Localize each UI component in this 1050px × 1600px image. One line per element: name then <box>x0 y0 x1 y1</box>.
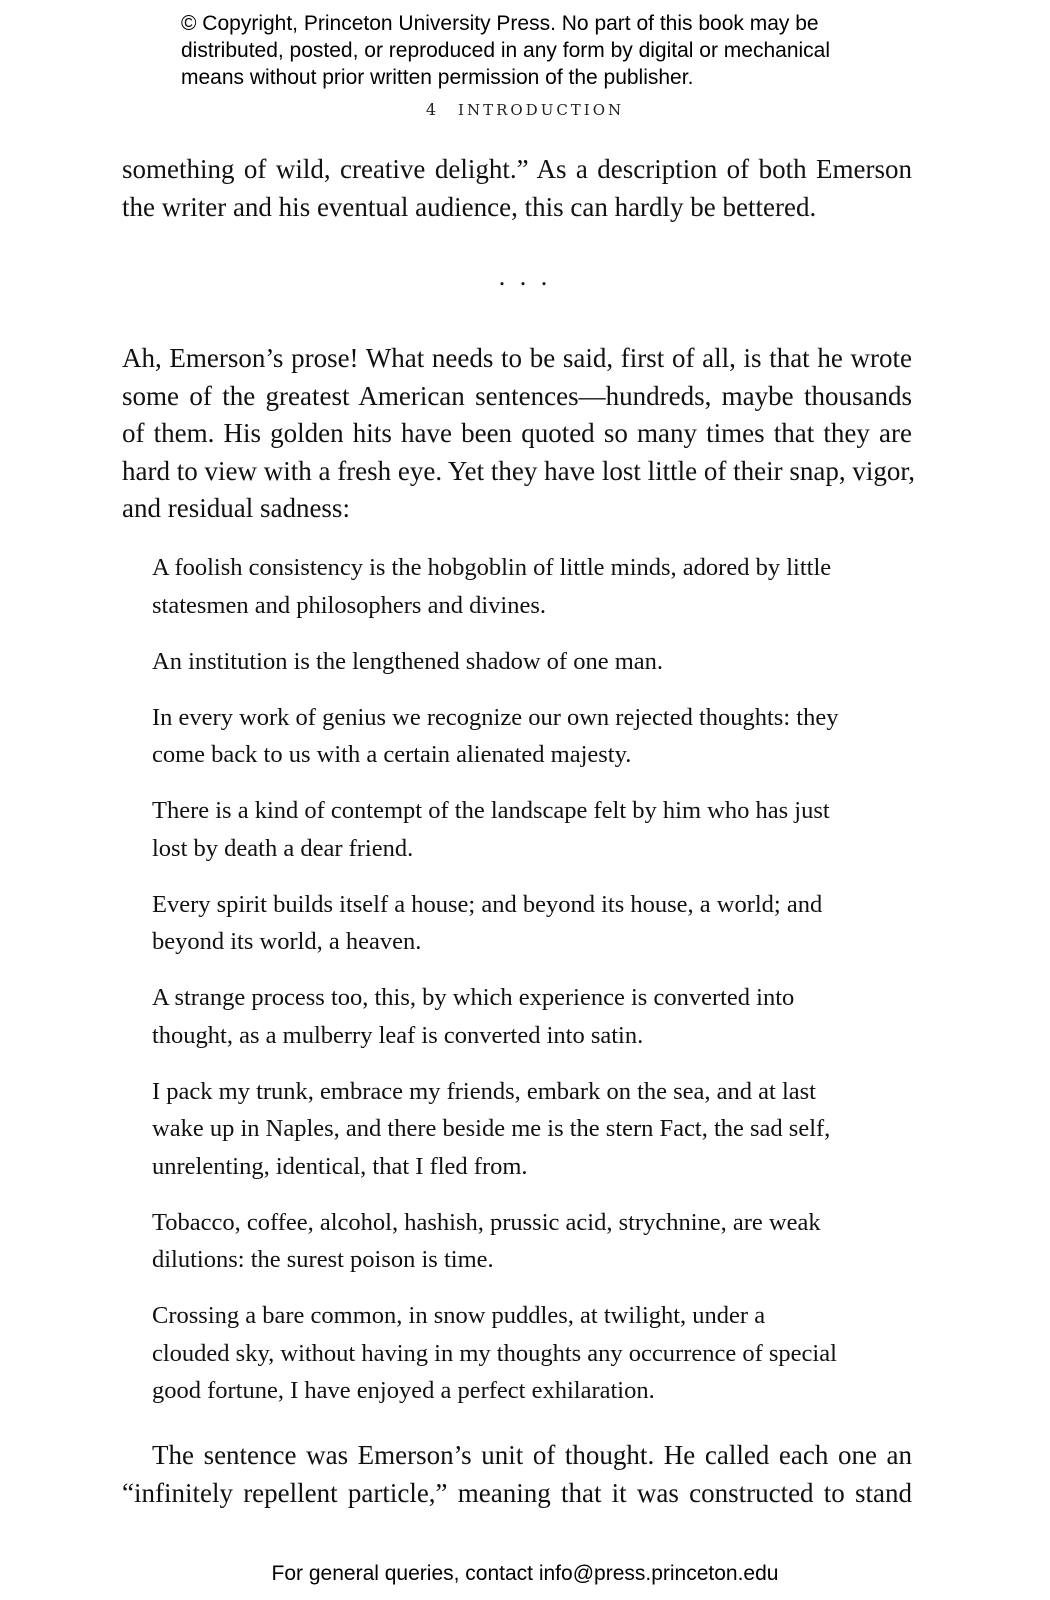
footer-contact: For general queries, contact info@press.princeton.edu <box>271 1562 779 1585</box>
quote-item <box>152 699 872 774</box>
quote-line: dilutions: the surest poison is time. <box>152 1246 494 1273</box>
chapter-title: INTRODUCTION <box>458 101 625 119</box>
quote-item <box>152 1204 872 1279</box>
quote-line: good fortune, I have enjoyed a perfect exhilaration. <box>152 1377 655 1404</box>
quote-line: An institution is the lengthened shadow of one man. <box>152 647 664 675</box>
quote-item <box>152 1073 872 1186</box>
quote-line: lost by death a dear friend. <box>152 834 414 862</box>
quote-line: unrelenting, identical, that I fled from. <box>152 1152 528 1180</box>
text-line: and residual sadness: <box>122 493 350 523</box>
quote-line: A foolish consistency is the hobgoblin of little minds, adored by little <box>152 554 832 581</box>
quote-line: A strange process too, this, by which experience is converted into <box>152 984 795 1011</box>
quote-line: Tobacco, coffee, alcohol, hashish, prussic acid, strychnine, are weak <box>152 1208 821 1236</box>
paragraph-2 <box>122 340 915 528</box>
running-head <box>0 100 1050 119</box>
copyright-line: distributed, posted, or reproduced in any form by digital or mechanical <box>181 39 831 62</box>
quote-line: statesmen and philosophers and divines. <box>152 591 546 619</box>
paragraph-1 <box>122 151 912 226</box>
quote-item <box>152 792 872 867</box>
quote-item <box>152 979 872 1054</box>
paragraph-3 <box>122 1437 912 1512</box>
quote-item <box>152 886 872 961</box>
quote-line: I pack my trunk, embrace my friends, embark on the sea, and at last <box>152 1077 816 1105</box>
quote-line: Crossing a bare common, in snow puddles, at twilight, under a <box>152 1302 766 1329</box>
section-break: . . . <box>498 262 552 291</box>
quote-line: clouded sky, without having in my thoughts any occurrence of special <box>152 1339 837 1367</box>
quote-line: wake up in Naples, and there beside me is the stern Fact, the sad self, <box>152 1115 831 1142</box>
copyright-notice <box>181 10 921 91</box>
quote-item <box>152 643 872 681</box>
quote-line: In every work of genius we recognize our own rejected thoughts: they <box>152 703 839 731</box>
text-line: hard to view with a fresh eye. Yet they have lost little of their snap, vigor, <box>122 455 915 486</box>
text-line: some of the greatest American sentences—hundreds, maybe thousands <box>122 380 912 411</box>
text-line: something of wild, creative delight.” As a description of both Emerson <box>122 154 912 184</box>
quote-line: There is a kind of contempt of the landscape felt by him who has just <box>152 797 830 824</box>
text-line: The sentence was Emerson’s unit of thought. He called each one an <box>152 1440 912 1470</box>
quote-line: thought, as a mulberry leaf is converted into satin. <box>152 1021 644 1049</box>
text-line: “infinitely repellent particle,” meaning that it was constructed to stand <box>122 1477 912 1508</box>
quotation-block <box>152 549 872 1428</box>
quote-item <box>152 1297 872 1410</box>
text-line: the writer and his eventual audience, this can hardly be bettered. <box>122 191 817 222</box>
page-number: 4 <box>425 100 437 119</box>
quote-item <box>152 549 872 624</box>
copyright-line: means without prior written permission of the publisher. <box>181 66 694 89</box>
text-line: of them. His golden hits have been quoted so many times that they are <box>122 418 912 448</box>
text-line: Ah, Emerson’s prose! What needs to be said, first of all, is that he wrote <box>122 343 912 373</box>
quote-line: Every spirit builds itself a house; and beyond its house, a world; and <box>152 890 823 918</box>
quote-line: beyond its world, a heaven. <box>152 928 422 955</box>
copyright-line: © Copyright, Princeton University Press. No part of this book may be <box>181 12 819 35</box>
quote-line: come back to us with a certain alienated majesty. <box>152 741 632 768</box>
